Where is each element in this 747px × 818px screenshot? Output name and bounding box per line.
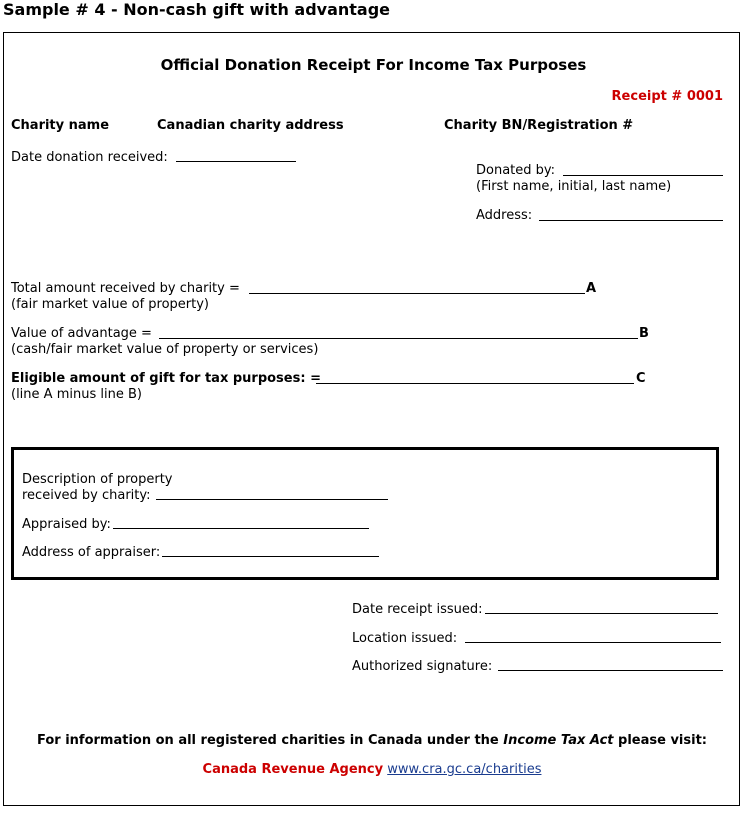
signature-field[interactable] — [498, 670, 723, 671]
charity-name-label: Charity name — [11, 118, 110, 133]
donated-by-label: Donated by: — [476, 163, 556, 178]
property-description-box — [11, 447, 719, 580]
charity-bn-label: Charity BN/Registration # — [444, 118, 634, 133]
eligible-amount-label: Eligible amount of gift for tax purposes: = — [11, 371, 321, 386]
line-a-marker: A — [586, 281, 597, 296]
footer-info-suffix: please visit: — [618, 733, 707, 748]
advantage-field[interactable] — [159, 338, 638, 339]
appraiser-address-field[interactable] — [162, 556, 379, 557]
cra-charities-link[interactable]: www.cra.gc.ca/charities — [387, 762, 542, 777]
footer-links — [0, 762, 744, 777]
date-issued-label: Date receipt issued: — [352, 602, 483, 617]
advantage-label: Value of advantage = — [11, 326, 152, 341]
location-issued-label: Location issued: — [352, 631, 458, 646]
line-b-marker: B — [639, 326, 649, 341]
total-amount-label: Total amount received by charity = — [11, 281, 240, 296]
location-issued-field[interactable] — [465, 642, 721, 643]
charity-address-label: Canadian charity address — [157, 118, 344, 133]
appraised-by-field[interactable] — [113, 528, 369, 529]
property-received-label: received by charity: — [22, 488, 151, 503]
receipt-form — [3, 32, 740, 806]
date-received-field[interactable] — [176, 161, 296, 162]
total-amount-field[interactable] — [249, 293, 585, 294]
advantage-note: (cash/fair market value of property or services) — [11, 342, 319, 357]
footer-info — [0, 733, 744, 748]
agency-name: Canada Revenue Agency — [202, 762, 384, 777]
receipt-number: Receipt # 0001 — [611, 89, 723, 104]
receipt-title: Official Donation Receipt For Income Tax Purposes — [160, 56, 587, 74]
donor-address-label: Address: — [476, 208, 533, 223]
donor-address-field[interactable] — [539, 220, 723, 221]
signature-label: Authorized signature: — [352, 659, 493, 674]
donated-by-field[interactable] — [563, 175, 723, 176]
line-c-marker: C — [636, 371, 646, 386]
page-heading: Sample # 4 - Non-cash gift with advantage — [3, 0, 391, 19]
eligible-amount-note: (line A minus line B) — [11, 387, 142, 402]
appraiser-address-label: Address of appraiser: — [22, 545, 161, 560]
date-received-label: Date donation received: — [11, 150, 168, 165]
donated-by-note: (First name, initial, last name) — [476, 179, 672, 194]
appraised-by-label: Appraised by: — [22, 517, 111, 532]
footer-info-prefix: For information on all registered charities in Canada under the — [36, 733, 499, 748]
total-amount-note: (fair market value of property) — [11, 297, 209, 312]
eligible-amount-field[interactable] — [316, 383, 634, 384]
date-issued-field[interactable] — [485, 613, 718, 614]
footer-info-act: Income Tax Act — [503, 733, 614, 748]
property-description-label: Description of property — [22, 472, 173, 487]
property-description-field[interactable] — [156, 499, 388, 500]
